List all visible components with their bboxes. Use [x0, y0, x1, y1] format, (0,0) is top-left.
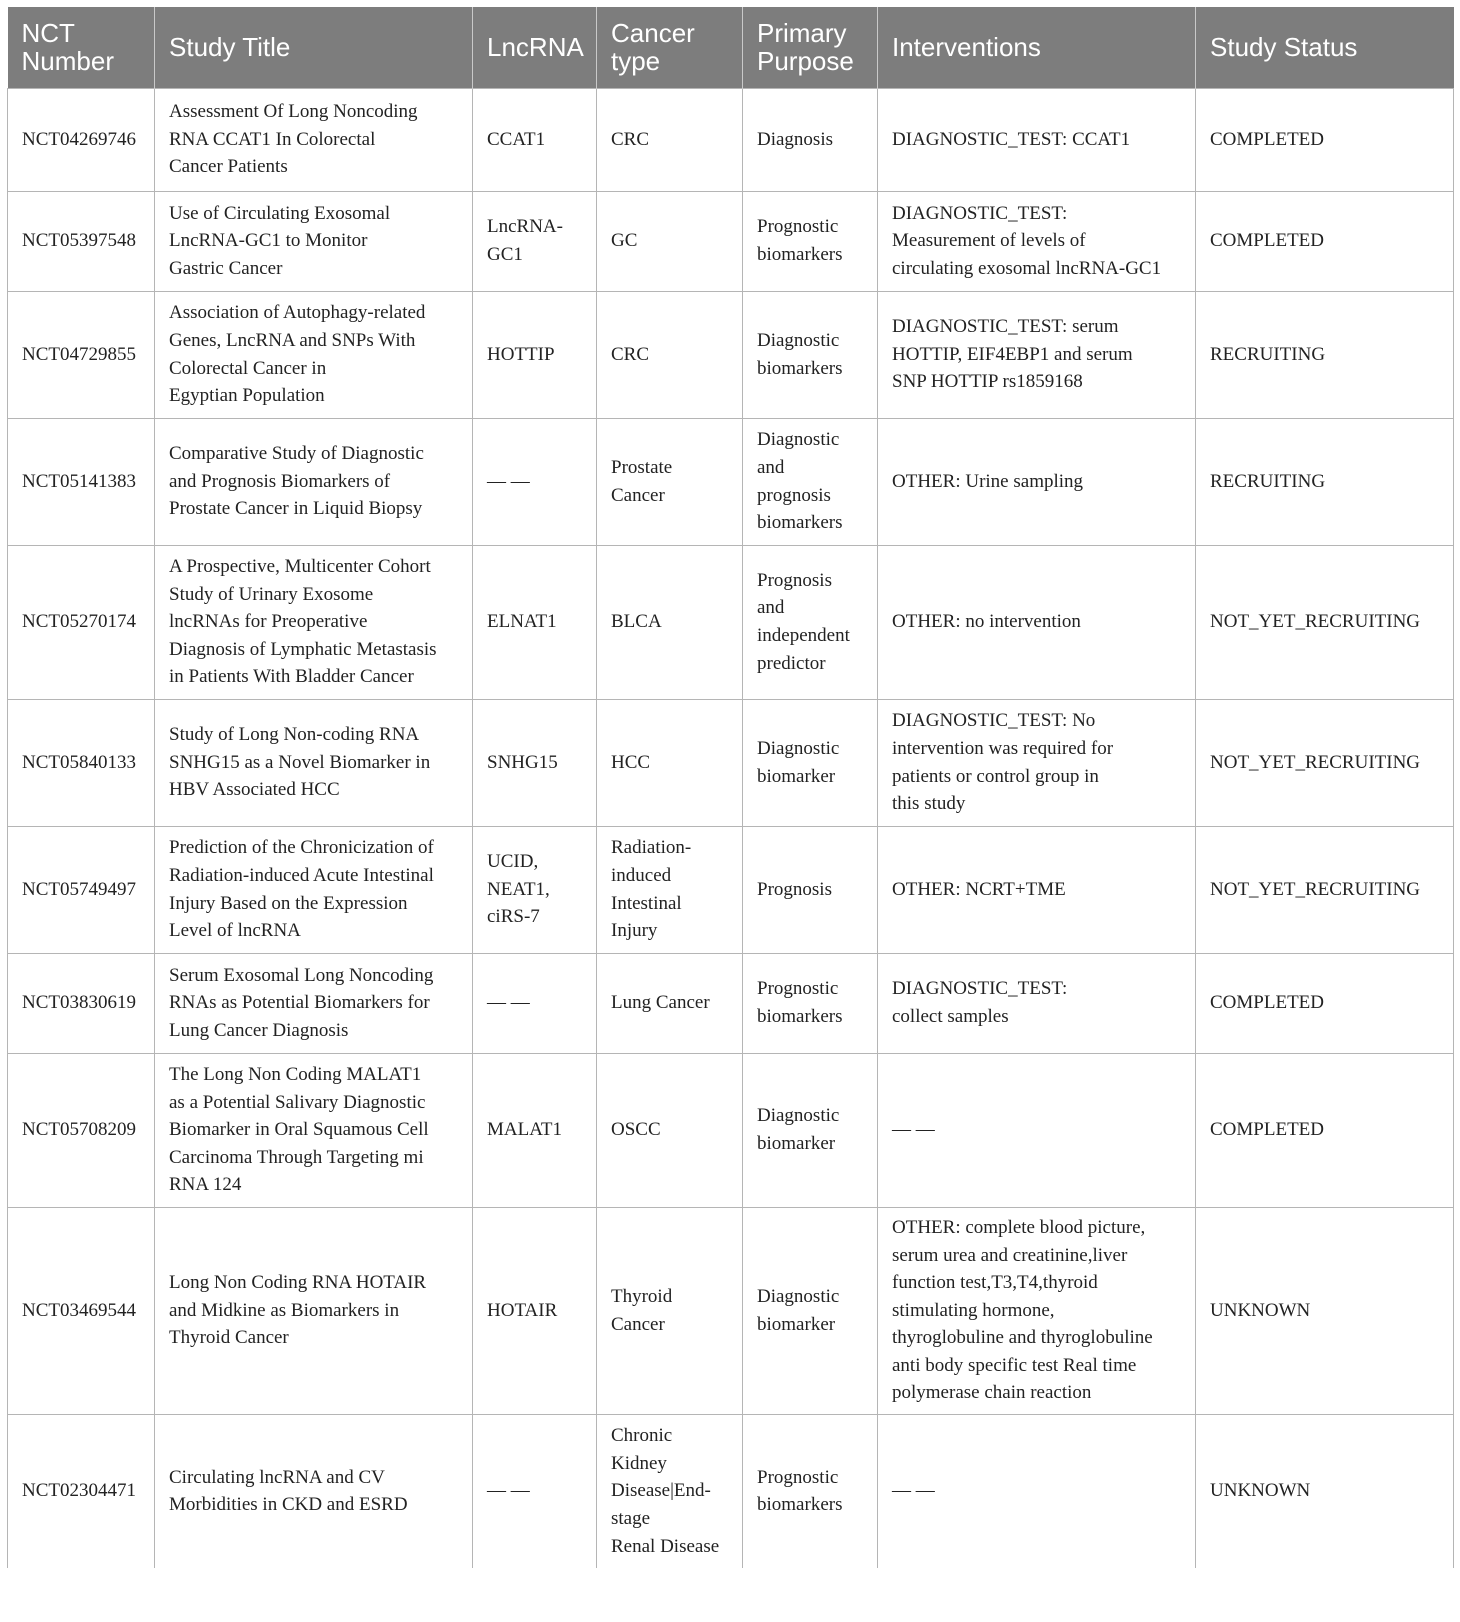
cell-primary-purpose: Prognostic biomarkers: [743, 953, 878, 1053]
cell-lncrna: — —: [473, 1414, 597, 1568]
table-row: [8, 291, 1454, 418]
header-nct-number: NCT Number: [8, 7, 155, 88]
cell-primary-purpose: Prognosis: [743, 826, 878, 953]
table-row: [8, 191, 1454, 291]
cell-interventions: — —: [878, 1053, 1196, 1207]
cell-primary-purpose: Diagnostic and prognosis biomarkers: [743, 418, 878, 545]
cell-nct-number: NCT04269746: [8, 88, 155, 191]
cell-study-status: NOT_YET_RECRUITING: [1196, 826, 1454, 953]
cell-primary-purpose: Prognostic biomarkers: [743, 1414, 878, 1568]
cell-study-title: Long Non Coding RNA HOTAIR and Midkine as Biomarkers in Thyroid Cancer: [155, 1207, 473, 1414]
cell-nct-number: NCT05397548: [8, 191, 155, 291]
cell-study-title: Study of Long Non-coding RNA SNHG15 as a Novel Biomarker in HBV Associated HCC: [155, 699, 473, 826]
table-container: [7, 7, 1453, 1568]
table-row: [8, 699, 1454, 826]
cell-lncrna: CCAT1: [473, 88, 597, 191]
header-interventions: Interventions: [878, 7, 1196, 88]
cell-nct-number: NCT02304471: [8, 1414, 155, 1568]
cell-primary-purpose: Diagnosis: [743, 88, 878, 191]
cell-interventions: — —: [878, 1414, 1196, 1568]
cell-nct-number: NCT04729855: [8, 291, 155, 418]
cell-nct-number: NCT05141383: [8, 418, 155, 545]
header-cancer-type: Cancer type: [597, 7, 743, 88]
header-row: [8, 7, 1454, 88]
table-row: [8, 953, 1454, 1053]
table-body: [8, 88, 1454, 1568]
table-header: [8, 7, 1454, 88]
cell-nct-number: NCT03469544: [8, 1207, 155, 1414]
cell-cancer-type: Thyroid Cancer: [597, 1207, 743, 1414]
cell-lncrna: ELNAT1: [473, 545, 597, 699]
cell-cancer-type: CRC: [597, 88, 743, 191]
cell-study-title: Assessment Of Long Noncoding RNA CCAT1 In Colorectal Cancer Patients: [155, 88, 473, 191]
cell-lncrna: HOTTIP: [473, 291, 597, 418]
cell-cancer-type: HCC: [597, 699, 743, 826]
cell-interventions: DIAGNOSTIC_TEST: Measurement of levels of circulating exosomal lncRNA-GC1: [878, 191, 1196, 291]
cell-cancer-type: GC: [597, 191, 743, 291]
cell-primary-purpose: Diagnostic biomarker: [743, 1207, 878, 1414]
cell-study-status: RECRUITING: [1196, 418, 1454, 545]
cell-study-status: UNKNOWN: [1196, 1414, 1454, 1568]
cell-primary-purpose: Prognosis and independent predictor: [743, 545, 878, 699]
cell-study-title: Association of Autophagy-related Genes, LncRNA and SNPs With Colorectal Cancer in Egyptian Population: [155, 291, 473, 418]
cell-lncrna: SNHG15: [473, 699, 597, 826]
cell-study-status: NOT_YET_RECRUITING: [1196, 699, 1454, 826]
cell-study-status: COMPLETED: [1196, 953, 1454, 1053]
cell-study-title: Circulating lncRNA and CV Morbidities in CKD and ESRD: [155, 1414, 473, 1568]
cell-lncrna: MALAT1: [473, 1053, 597, 1207]
cell-study-status: NOT_YET_RECRUITING: [1196, 545, 1454, 699]
cell-study-status: COMPLETED: [1196, 88, 1454, 191]
cell-study-status: RECRUITING: [1196, 291, 1454, 418]
cell-interventions: DIAGNOSTIC_TEST: No intervention was required for patients or control group in this study: [878, 699, 1196, 826]
cell-primary-purpose: Diagnostic biomarker: [743, 699, 878, 826]
cell-cancer-type: Chronic Kidney Disease|End- stage Renal Disease: [597, 1414, 743, 1568]
cell-primary-purpose: Diagnostic biomarker: [743, 1053, 878, 1207]
cell-cancer-type: Lung Cancer: [597, 953, 743, 1053]
cell-study-title: Use of Circulating Exosomal LncRNA-GC1 to Monitor Gastric Cancer: [155, 191, 473, 291]
table-row: [8, 826, 1454, 953]
table-row: [8, 545, 1454, 699]
cell-cancer-type: Radiation- induced Intestinal Injury: [597, 826, 743, 953]
cell-nct-number: NCT03830619: [8, 953, 155, 1053]
cell-study-title: A Prospective, Multicenter Cohort Study of Urinary Exosome lncRNAs for Preoperative Diagnosis of Lymphatic Metastasis in Patients With Bladder Cancer: [155, 545, 473, 699]
cell-study-status: COMPLETED: [1196, 191, 1454, 291]
cell-interventions: OTHER: Urine sampling: [878, 418, 1196, 545]
cell-lncrna: LncRNA- GC1: [473, 191, 597, 291]
cell-nct-number: NCT05270174: [8, 545, 155, 699]
cell-cancer-type: BLCA: [597, 545, 743, 699]
cell-nct-number: NCT05708209: [8, 1053, 155, 1207]
cell-study-title: The Long Non Coding MALAT1 as a Potential Salivary Diagnostic Biomarker in Oral Squamous Cell Carcinoma Through Targeting mi RNA 124: [155, 1053, 473, 1207]
cell-interventions: OTHER: complete blood picture, serum urea and creatinine,liver function test,T3,T4,thyroid stimulating hormone, thyroglobuline and thyroglobuline anti body specific test Real time polymerase chain reaction: [878, 1207, 1196, 1414]
cell-study-title: Prediction of the Chronicization of Radiation-induced Acute Intestinal Injury Based on the Expression Level of lncRNA: [155, 826, 473, 953]
table-row: [8, 1414, 1454, 1568]
cell-interventions: DIAGNOSTIC_TEST: serum HOTTIP, EIF4EBP1 and serum SNP HOTTIP rs1859168: [878, 291, 1196, 418]
cell-primary-purpose: Diagnostic biomarkers: [743, 291, 878, 418]
cell-interventions: OTHER: no intervention: [878, 545, 1196, 699]
cell-interventions: DIAGNOSTIC_TEST: CCAT1: [878, 88, 1196, 191]
header-lncrna: LncRNA: [473, 7, 597, 88]
table-row: [8, 418, 1454, 545]
cell-cancer-type: Prostate Cancer: [597, 418, 743, 545]
cell-study-title: Serum Exosomal Long Noncoding RNAs as Potential Biomarkers for Lung Cancer Diagnosis: [155, 953, 473, 1053]
cell-lncrna: — —: [473, 418, 597, 545]
cell-study-status: UNKNOWN: [1196, 1207, 1454, 1414]
table-row: [8, 88, 1454, 191]
cell-lncrna: — —: [473, 953, 597, 1053]
cell-nct-number: NCT05749497: [8, 826, 155, 953]
cell-interventions: DIAGNOSTIC_TEST: collect samples: [878, 953, 1196, 1053]
header-primary-purpose: Primary Purpose: [743, 7, 878, 88]
table-row: [8, 1207, 1454, 1414]
cell-lncrna: HOTAIR: [473, 1207, 597, 1414]
cell-lncrna: UCID, NEAT1, ciRS-7: [473, 826, 597, 953]
clinical-trials-table: [7, 7, 1454, 1568]
cell-interventions: OTHER: NCRT+TME: [878, 826, 1196, 953]
header-study-status: Study Status: [1196, 7, 1454, 88]
cell-cancer-type: OSCC: [597, 1053, 743, 1207]
cell-study-status: COMPLETED: [1196, 1053, 1454, 1207]
table-row: [8, 1053, 1454, 1207]
cell-nct-number: NCT05840133: [8, 699, 155, 826]
cell-study-title: Comparative Study of Diagnostic and Prognosis Biomarkers of Prostate Cancer in Liquid Biopsy: [155, 418, 473, 545]
header-study-title: Study Title: [155, 7, 473, 88]
cell-primary-purpose: Prognostic biomarkers: [743, 191, 878, 291]
cell-cancer-type: CRC: [597, 291, 743, 418]
